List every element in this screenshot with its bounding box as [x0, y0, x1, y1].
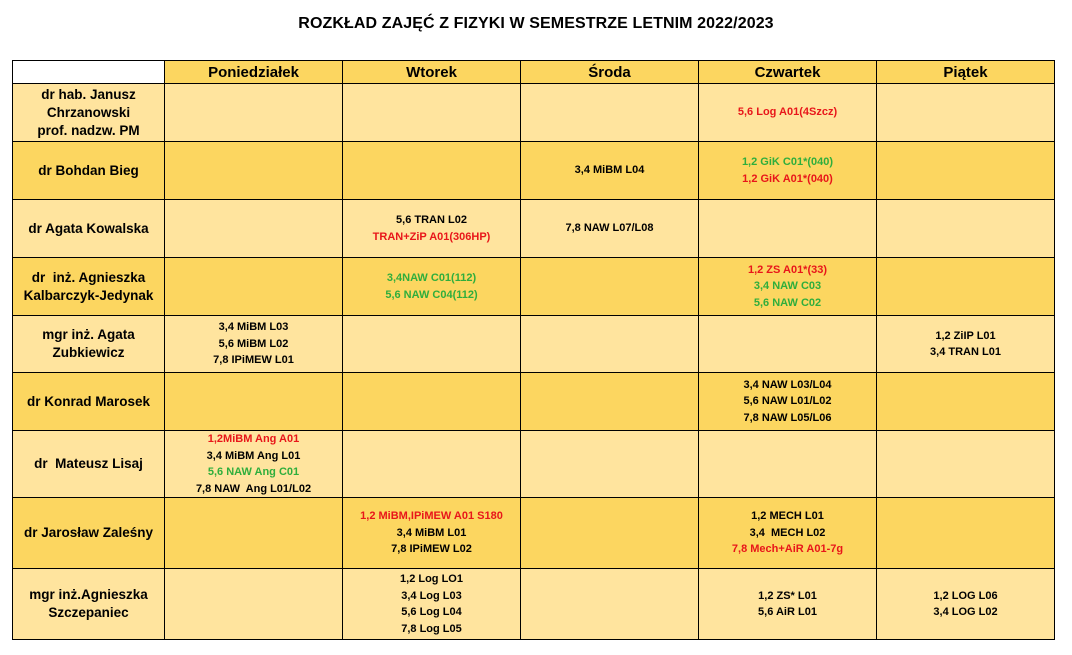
schedule-cell — [877, 84, 1055, 142]
day-header: Środa — [521, 61, 699, 84]
lecturer-name-line: Zubkiewicz — [52, 345, 125, 360]
class-entry: 7,8 IPiMEW L02 — [391, 543, 472, 556]
class-entry: 1,2 MECH L01 — [751, 510, 824, 523]
lecturer-name-line: prof. nadzw. PM — [37, 122, 140, 138]
lecturer-name — [13, 258, 165, 316]
lecturer-name-line: mgr inż. Agata — [42, 327, 135, 342]
class-entry: TRAN+ZiP A01(306HP) — [372, 230, 491, 243]
schedule-row — [13, 200, 1055, 258]
schedule-cell — [699, 200, 877, 258]
class-entry: 5,6 Log L04 — [401, 606, 462, 618]
schedule-cell — [521, 316, 699, 373]
schedule-cell — [521, 142, 699, 200]
schedule-cell — [877, 200, 1055, 258]
schedule-cell — [877, 569, 1055, 640]
schedule-row — [13, 316, 1055, 373]
class-entry: 3,4 MiBM L03 — [218, 321, 289, 334]
class-entry: 3,4 LOG L02 — [933, 606, 998, 618]
class-entry: 5,6 NAW C04(112) — [385, 288, 478, 301]
lecturer-name-line: dr Agata Kowalska — [28, 220, 149, 236]
class-entry: 5,6 Log A01(4Szcz) — [737, 106, 838, 119]
schedule-cell — [699, 142, 877, 200]
lecturer-name-line: Chrzanowski — [46, 104, 131, 120]
schedule-cell — [165, 258, 343, 316]
class-entry: 3,4 NAW C03 — [753, 280, 822, 293]
schedule-cell — [165, 569, 343, 640]
lecturer-name-line: mgr inż.Agnieszka — [29, 587, 148, 602]
class-entry: 5,6 MiBM L02 — [218, 337, 289, 350]
day-header: Piątek — [877, 61, 1055, 84]
class-entry: 1,2 GiK A01*(040) — [742, 172, 833, 185]
lecturer-name — [13, 316, 165, 373]
class-entry: 3,4 MiBM L04 — [574, 164, 645, 177]
schedule-cell — [343, 373, 521, 431]
schedule-cell — [699, 498, 877, 569]
header-row — [13, 61, 1055, 84]
schedule-row — [13, 142, 1055, 200]
class-entry: 1,2 ZS A01*(33) — [747, 263, 828, 276]
schedule-cell — [343, 200, 521, 258]
lecturer-name-line: Kalbarczyk-Jedynak — [23, 287, 154, 303]
schedule-cell — [165, 373, 343, 431]
class-entry: 5,6 TRAN L02 — [396, 214, 467, 226]
class-entry: 7,8 NAW L07/L08 — [565, 222, 654, 235]
schedule-cell — [343, 142, 521, 200]
schedule-row — [13, 373, 1055, 431]
class-entry: 1,2 GiK C01*(040) — [741, 156, 834, 168]
schedule-cell — [877, 373, 1055, 431]
schedule-cell — [343, 258, 521, 316]
schedule-row — [13, 498, 1055, 569]
lecturer-name-line: dr Jarosław Zaleśny — [23, 525, 154, 540]
lecturer-name-line: dr Konrad Marosek — [26, 393, 151, 409]
class-entry: 3,4 NAW L03/L04 — [743, 378, 832, 391]
page-title: ROZKŁAD ZAJĘĆ Z FIZYKI W SEMESTRZE LETNIM 2022/2023 — [298, 15, 774, 32]
class-entry: 3,4 Log L03 — [401, 589, 462, 602]
class-entry: 1,2 ZS* L01 — [758, 589, 817, 602]
schedule-row — [13, 258, 1055, 316]
class-entry: 3,4 MECH L02 — [749, 526, 826, 539]
class-entry: 3,4 TRAN L01 — [930, 346, 1001, 358]
schedule-cell — [877, 142, 1055, 200]
schedule-cell — [343, 316, 521, 373]
lecturer-name — [13, 569, 165, 640]
schedule-cell — [521, 569, 699, 640]
schedule-cell — [877, 431, 1055, 498]
class-entry: 3,4 MiBM L01 — [396, 526, 467, 539]
schedule-cell — [521, 200, 699, 258]
lecturer-name — [13, 431, 165, 498]
day-header: Poniedziałek — [165, 61, 343, 84]
lecturer-name-line: dr Bohdan Bieg — [38, 162, 139, 178]
lecturer-name — [13, 373, 165, 431]
schedule-cell — [343, 84, 521, 142]
lecturer-name-line: Szczepaniec — [48, 605, 129, 620]
schedule-cell — [877, 498, 1055, 569]
class-entry: 7,8 NAW Ang L01/L02 — [195, 482, 312, 495]
class-entry: 3,4NAW C01(112) — [386, 272, 477, 284]
lecturer-name — [13, 84, 165, 142]
class-entry: 1,2 Log LO1 — [400, 573, 463, 585]
schedule-cell — [343, 431, 521, 498]
lecturer-name-line: dr Mateusz Lisaj — [34, 456, 143, 471]
schedule-cell — [699, 316, 877, 373]
schedule-cell — [343, 498, 521, 569]
schedule-cell — [165, 431, 343, 498]
schedule-row — [13, 569, 1055, 640]
class-entry: 1,2 LOG L06 — [933, 589, 998, 602]
schedule-cell — [699, 569, 877, 640]
class-entry: 5,6 NAW Ang C01 — [207, 466, 300, 478]
schedule-row — [13, 84, 1055, 142]
schedule-body — [13, 84, 1055, 640]
schedule-cell — [877, 258, 1055, 316]
class-entry: 7,8 Mech+AiR A01-7g — [731, 543, 844, 556]
class-entry: 1,2 ZiIP L01 — [935, 329, 996, 342]
lecturer-name-line: dr inż. Agnieszka — [31, 269, 146, 285]
schedule-cell — [165, 316, 343, 373]
day-header: Czwartek — [699, 61, 877, 84]
schedule-cell — [165, 142, 343, 200]
class-entry: 7,8 Log L05 — [401, 622, 462, 635]
lecturer-name — [13, 200, 165, 258]
schedule-cell — [521, 84, 699, 142]
lecturer-name — [13, 142, 165, 200]
lecturer-name-line: dr hab. Janusz — [41, 86, 136, 102]
schedule-cell — [521, 373, 699, 431]
schedule-cell — [877, 316, 1055, 373]
class-entry: 5,6 NAW L01/L02 — [743, 395, 832, 408]
class-entry: 3,4 MiBM Ang L01 — [206, 449, 301, 462]
schedule-cell — [699, 258, 877, 316]
schedule-cell — [521, 431, 699, 498]
class-entry: 5,6 NAW C02 — [753, 296, 822, 309]
schedule-cell — [343, 569, 521, 640]
schedule-table — [12, 60, 1055, 640]
schedule-cell — [521, 258, 699, 316]
class-entry: 5,6 AiR L01 — [758, 606, 817, 618]
class-entry: 1,2MiBM Ang A01 — [207, 433, 300, 445]
day-header: Wtorek — [343, 61, 521, 84]
schedule-cell — [165, 84, 343, 142]
schedule-cell — [699, 431, 877, 498]
schedule-cell — [699, 373, 877, 431]
schedule-cell — [165, 498, 343, 569]
corner-cell — [13, 61, 165, 84]
schedule-cell — [521, 498, 699, 569]
class-entry: 1,2 MiBM,IPiMEW A01 S180 — [360, 510, 503, 523]
schedule-row — [13, 431, 1055, 498]
lecturer-name — [13, 498, 165, 569]
class-entry: 7,8 IPiMEW L01 — [213, 354, 294, 367]
class-entry: 7,8 NAW L05/L06 — [743, 411, 832, 424]
schedule-cell — [165, 200, 343, 258]
schedule-cell — [699, 84, 877, 142]
